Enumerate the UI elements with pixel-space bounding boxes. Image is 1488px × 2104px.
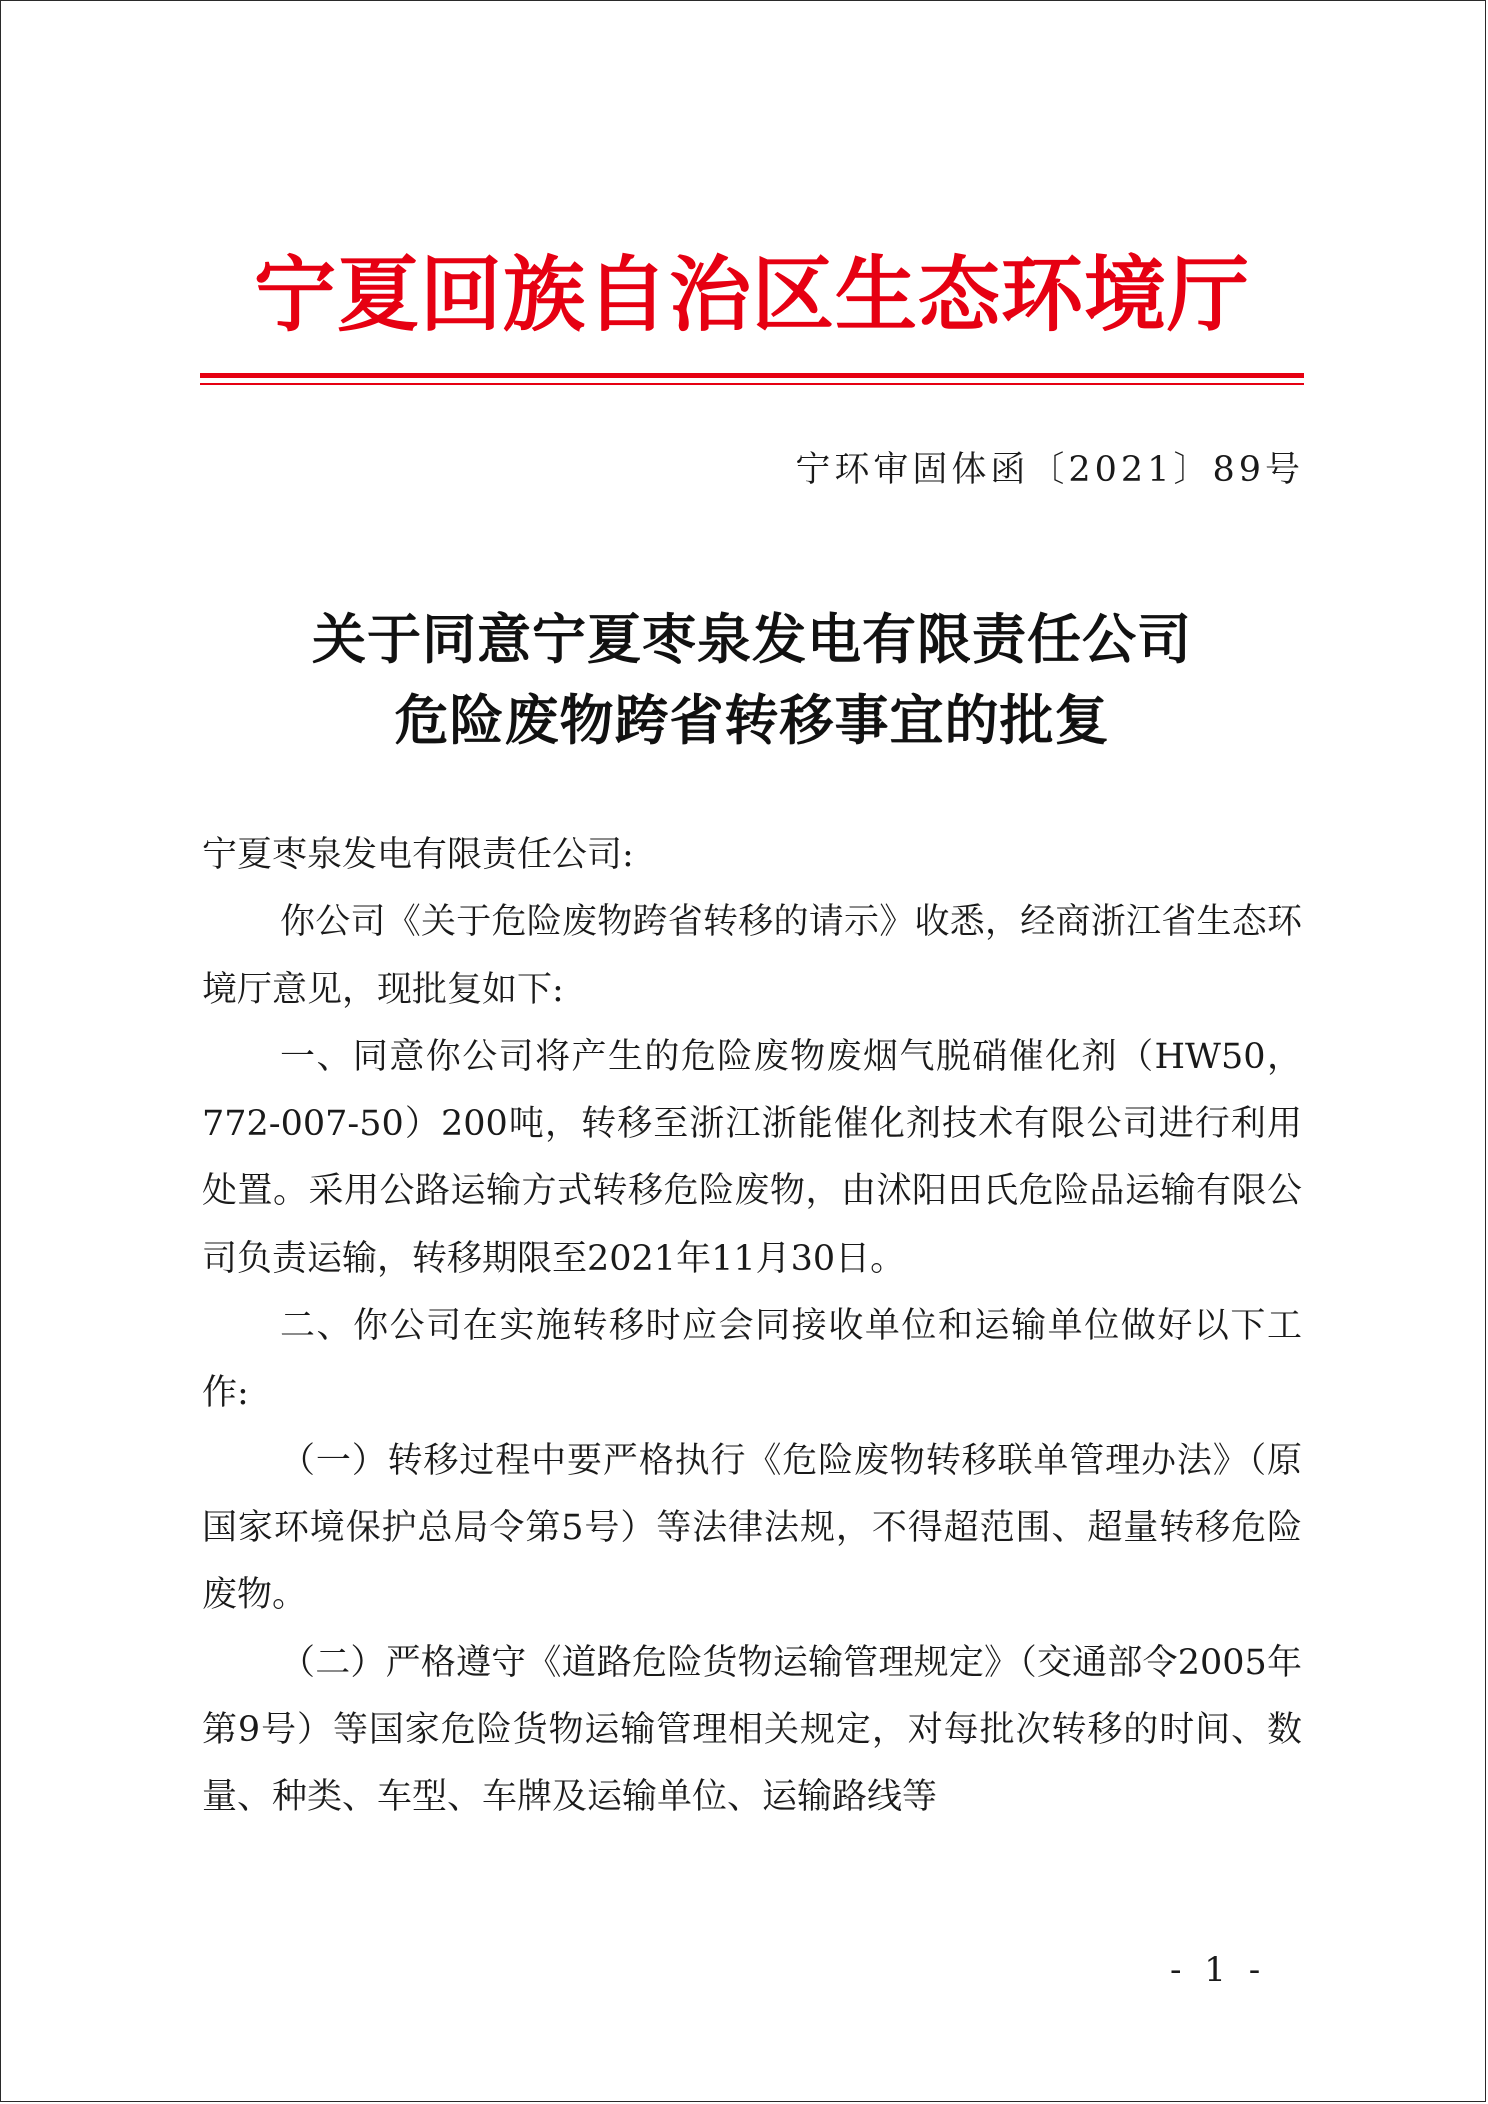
body-paragraph: 你公司《关于危险废物跨省转移的请示》收悉，经商浙江省生态环境厅意见，现批复如下:	[202, 902, 1302, 1010]
document-title-line-1: 关于同意宁夏枣泉发电有限责任公司	[312, 607, 1192, 671]
body-paragraph: （一）转移过程中要严格执行《危险废物转移联单管理办法》（原国家环境保护总局令第5号）等法律法规，不得超范围、超量转移危险废物。	[202, 1440, 1302, 1616]
document-title-line-2: 危险废物跨省转移事宜的批复	[394, 688, 1110, 752]
letterhead-org-name: 宁夏回族自治区生态环境厅	[253, 248, 1250, 343]
page-number: - 1 -	[1170, 1950, 1267, 1990]
document-number: 宁环审固体函〔2021〕89号	[795, 450, 1304, 490]
document-body	[202, 822, 1302, 1831]
letterhead-red-rule-thin	[200, 383, 1304, 385]
body-paragraph: 二、你公司在实施转移时应会同接收单位和运输单位做好以下工作:	[202, 1306, 1302, 1414]
salutation: 宁夏枣泉发电有限责任公司:	[202, 835, 634, 875]
body-paragraph: （二）严格遵守《道路危险货物运输管理规定》（交通部令2005年第9号）等国家危险货物运输管理相关规定，对每批次转移的时间、数量、种类、车型、车牌及运输单位、运输路线等	[202, 1642, 1302, 1818]
body-paragraph: 一、同意你公司将产生的危险废物废烟气脱硝催化剂（HW50，772-007-50）200吨，转移至浙江浙能催化剂技术有限公司进行利用处置。采用公路运输方式转移危险废物，由沭阳田氏危险品运输有限公司负责运输，转移期限至2021年11月30日。	[202, 1036, 1302, 1279]
letterhead-red-rule-thick	[200, 373, 1304, 378]
